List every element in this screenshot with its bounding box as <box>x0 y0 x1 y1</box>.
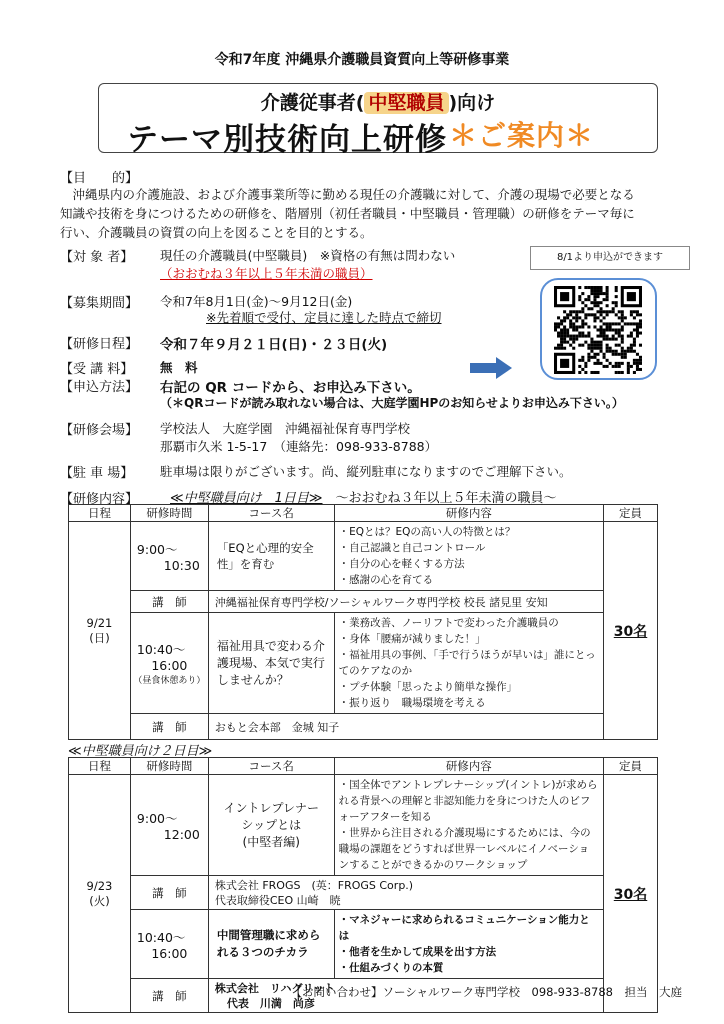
venue-line-1: 学校法人 大庭学園 沖縄福祉保育専門学校 <box>160 421 411 436</box>
table-row <box>69 613 658 714</box>
apply-text: 右記の QR コードから、お申込み下さい。 <box>160 380 421 396</box>
day2-s2-lecturer-a: 株式会社 リハグリット <box>214 981 336 995</box>
day2-s1-time <box>130 775 208 876</box>
list-item: ・ 国全体でアントレプレナーシップ(イントレ)が求められる背景への理解と非認知能力を身につけた人のビフォーアフターを知る <box>339 777 599 825</box>
list-item: ・ 業務改善、ノーリフトで変わった介護職員の <box>339 615 599 631</box>
period-note: ※先着順で受付、定員に達した時点で締切 <box>206 310 442 325</box>
target-text: 現任の介護職員(中堅職員) ※資格の有無は問わない <box>160 248 456 263</box>
footer-contact: 【お問い合わせ】ソーシャルワーク専門学校 098-933-8788 担当 大庭 <box>290 985 682 999</box>
dates-label: 【研修日程】 <box>60 337 139 352</box>
parking-label: 【駐 車 場】 <box>60 466 134 481</box>
header-date: 日程 <box>69 758 131 775</box>
day1-s1-items <box>335 522 603 590</box>
day1-s2-time-note: （昼食休憩あり） <box>133 676 206 686</box>
header-time: 研修時間 <box>130 505 208 522</box>
sub-title-highlight-text: 中堅職員 <box>368 92 445 114</box>
day1-caption-text: ≪中堅職員向け 1日目≫ <box>170 491 323 506</box>
main-title: テーマ別技術向上研修 <box>127 122 447 158</box>
content-label: 【研修内容】 <box>60 492 139 507</box>
day2-s1-course-a: イントレプレナー <box>223 800 319 815</box>
purpose-label: 【目 的】 <box>60 171 139 186</box>
day1-s2-time-b: 16:00 <box>151 658 188 673</box>
notice-box: 8/1より申込ができます <box>530 246 690 270</box>
day1-s2-items <box>335 613 603 713</box>
day1-s2-content <box>334 613 603 714</box>
venue-line-2: 那覇市久米 1-5-17 （連絡先：098-933-8788） <box>160 439 438 454</box>
day1-s1-time <box>130 522 208 591</box>
sub-title <box>99 88 657 115</box>
day1-date-cell <box>69 522 131 740</box>
sub-title-highlight <box>364 92 448 114</box>
day2-s2-lecturer-b: 代表 川満 尚彦 <box>226 996 315 1010</box>
day1-s2-time-a: 10:40～ <box>136 642 186 657</box>
day2-s1-course <box>208 775 334 876</box>
list-item: ・ 他者を生かして成果を出す方法 <box>339 944 599 960</box>
day1-date: 9/21 <box>86 615 113 630</box>
table-header-row <box>69 758 658 775</box>
header-content: 研修内容 <box>334 505 603 522</box>
target-label: 【対 象 者】 <box>60 250 134 265</box>
parking-text: 駐車場は限りがございます。尚、縦列駐車になりますのでご理解下さい。 <box>160 464 572 479</box>
arrow-right-icon <box>470 357 512 379</box>
list-item: ・ 感謝の心を育てる <box>339 572 599 588</box>
day1-s2-course: 福祉用具で変わる介護現場、本気で実行しませんか？ <box>208 613 334 714</box>
day2-s2-lecturer-label: 講 師 <box>130 979 208 1013</box>
day1-s1-content <box>334 522 603 591</box>
day2-table <box>68 757 658 1013</box>
day2-s1-course-b: シップとは <box>241 817 302 832</box>
header-content: 研修内容 <box>334 758 603 775</box>
day2-s2-time-a: 10:40～ <box>136 929 186 945</box>
day2-s1-items <box>335 775 603 875</box>
dates-text: 令和７年９月２１日(日)・２３日(火) <box>160 337 388 353</box>
header-date: 日程 <box>69 505 131 522</box>
list-item: ・ 世界から注目される介護現場にするためには、今の職場の課題をどうすれば世界一レベルにイノベーションすることができるかのワークショップ <box>339 825 599 873</box>
day1-caption-tail: ～おおむね３年以上５年未満の職員～ <box>335 491 557 506</box>
day1-s1-course: 「EQと心理的安全性」を育む <box>208 522 334 591</box>
apply-label: 【申込方法】 <box>60 380 139 395</box>
sub-title-prefix: 介護従事者( <box>260 92 365 114</box>
list-item: ・ 振り返り 職場環境を考える <box>339 695 599 711</box>
period-label: 【募集期間】 <box>60 296 139 311</box>
header-title: 令和7年度 沖縄県介護職員資質向上等研修事業 <box>214 52 510 68</box>
fee-text: 無 料 <box>160 360 198 375</box>
day2-s2-time <box>130 910 208 979</box>
header-time: 研修時間 <box>130 758 208 775</box>
day2-s2-course: 中間管理職に求められる３つのチカラ <box>208 910 334 979</box>
qr-code-icon[interactable] <box>554 286 642 374</box>
day2-s1-time-a: 9:00～ <box>136 810 178 826</box>
day1-s1-time-b: 10:30 <box>163 557 200 573</box>
period-text: 令和7年8月1日(金)～9月12日(金) <box>160 294 353 309</box>
day2-s2-content <box>334 910 603 979</box>
table-row <box>69 775 658 876</box>
day2-s1-lecturer-label: 講 師 <box>130 876 208 910</box>
fee-label: 【受 講 料】 <box>60 362 134 377</box>
annai-label: ＊ご案内＊ <box>449 119 595 152</box>
sub-title-suffix: )向け <box>448 92 496 114</box>
header-capacity: 定員 <box>604 758 658 775</box>
day2-s1-lecturer-a: 株式会社 FROGS (英：FROGS Corp.) <box>214 878 414 892</box>
day2-s1-lecturer-b: 代表取締役CEO 山崎 暁 <box>214 893 341 907</box>
day2-s1-content <box>334 775 603 876</box>
header-course: コース名 <box>208 758 334 775</box>
day2-capacity: 30名 <box>604 775 658 1013</box>
purpose-line-1: 沖縄県内の介護施設、および介護事業所等に勤める現任の介護職に対して、介護の現場で必要となる <box>60 187 635 202</box>
list-item: ・ 自己認識と自己コントロール <box>339 540 599 556</box>
day2-date: 9/23 <box>86 878 113 893</box>
day2-weekday: (火) <box>89 893 110 908</box>
table-row <box>69 876 658 910</box>
day2-s1-course-c: (中堅者編) <box>242 834 300 849</box>
venue-label: 【研修会場】 <box>60 423 139 438</box>
list-item: ・ 福祉用具の事例、「手で行うほうが早いは」誰にとってのケアなのか <box>339 647 599 679</box>
apply-note: （＊QRコードが読み取れない場合は、大庭学園HPのお知らせよりお申込み下さい。） <box>160 396 624 410</box>
list-item: ・ マネジャーに求められるコミュニケーション能力とは <box>339 912 599 944</box>
day1-s1-lecturer: 沖縄福祉保育専門学校/ソーシャルワーク専門学校 校長 諸見里 安知 <box>208 591 603 613</box>
target-red-note: （おおむね３年以上５年未満の職員） <box>160 266 373 281</box>
day2-date-cell <box>69 775 131 1013</box>
day2-s2-time-b: 16:00 <box>151 945 188 961</box>
table-row <box>69 591 658 613</box>
day2-s1-time-b: 12:00 <box>163 826 200 842</box>
title-box <box>98 83 658 158</box>
day1-weekday: (日) <box>89 630 110 645</box>
day1-s2-time <box>130 613 208 714</box>
purpose-line-3: 行い、介護職員の資質の向上を図ることを目的とする。 <box>60 225 373 240</box>
day1-table <box>68 504 658 740</box>
day2-caption: ≪中堅職員向け２日目≫ <box>68 744 213 759</box>
purpose-line-2: 知識や技術を身につけるための研修を、階層別（初任者職員・中堅職員・管理職）の研修をテーマ毎に <box>60 206 635 221</box>
list-item: ・ 自分の心を軽くする方法 <box>339 556 599 572</box>
day1-capacity: 30名 <box>604 522 658 740</box>
list-item: ・ EQとは？EQの高い人の特徴とは？ <box>339 524 599 540</box>
day1-s1-lecturer-label: 講 師 <box>130 591 208 613</box>
day2-s2-items <box>335 910 603 978</box>
qr-frame <box>540 278 657 380</box>
list-item: ・ 身体「腰痛が減りました！」 <box>339 631 599 647</box>
list-item: ・ 仕組みづくりの本質 <box>339 960 599 976</box>
table-row <box>69 522 658 591</box>
day1-s1-time-a: 9:00～ <box>136 541 178 557</box>
header-capacity: 定員 <box>604 505 658 522</box>
table-header-row <box>69 505 658 522</box>
day2-s1-lecturer <box>208 876 603 910</box>
header-course: コース名 <box>208 505 334 522</box>
day1-s2-lecturer-label: 講 師 <box>130 714 208 740</box>
table-row <box>69 910 658 979</box>
table-row <box>69 714 658 740</box>
day1-s2-lecturer: おもと会本部 金城 知子 <box>208 714 603 740</box>
list-item: ・ プチ体験「思ったより簡単な操作」 <box>339 679 599 695</box>
